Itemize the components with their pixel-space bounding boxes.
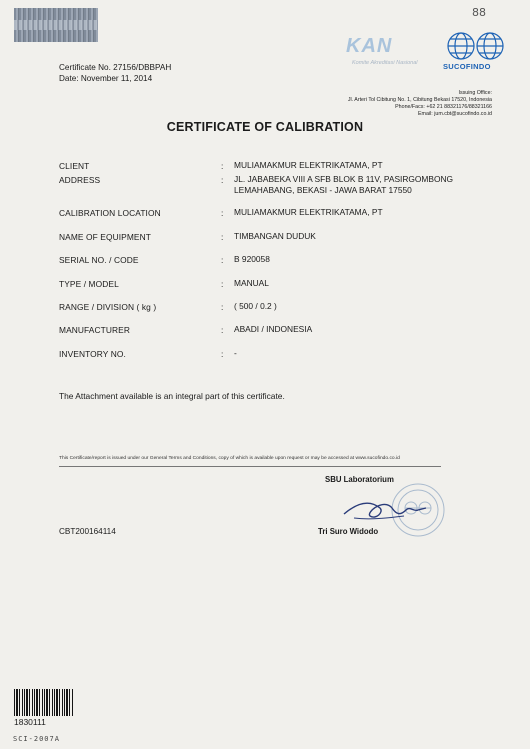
calibration-location-value: MULIAMAKMUR ELEKTRIKATAMA, PT bbox=[234, 207, 383, 217]
manufacturer-label: MANUFACTURER bbox=[59, 325, 130, 335]
issuing-office-address: Jl. Arteri Tol Cibitung No. 1, Cibitung Bekasi 17520, Indonesia bbox=[347, 97, 492, 103]
certificate-date: Date: November 11, 2014 bbox=[59, 74, 153, 83]
attachment-note: The Attachment available is an integral part of this certificate. bbox=[59, 391, 285, 401]
handwritten-signature bbox=[340, 490, 430, 526]
equipment-name-label: NAME OF EQUIPMENT bbox=[59, 232, 151, 242]
colon: : bbox=[221, 175, 224, 185]
address-value-line1: JL. JABABEKA VIII A SFB BLOK B 11V, PASIRGOMBONG bbox=[234, 174, 454, 184]
colon: : bbox=[221, 208, 224, 218]
type-model-label: TYPE / MODEL bbox=[59, 279, 119, 289]
signatory-name: Tri Suro Widodo bbox=[318, 527, 379, 536]
divider bbox=[59, 466, 441, 467]
manufacturer-value: ABADI / INDONESIA bbox=[234, 324, 313, 334]
address-label: ADDRESS bbox=[59, 175, 101, 185]
form-code: SCI-2007A bbox=[13, 735, 60, 743]
colon: : bbox=[221, 161, 224, 171]
equipment-name-value: TIMBANGAN DUDUK bbox=[234, 231, 316, 241]
range-division-value: ( 500 / 0.2 ) bbox=[234, 301, 277, 311]
type-model-value: MANUAL bbox=[234, 278, 269, 288]
range-division-label: RANGE / DIVISION ( kg ) bbox=[59, 302, 157, 312]
document-title: CERTIFICATE OF CALIBRATION bbox=[166, 120, 364, 134]
client-value: MULIAMAKMUR ELEKTRIKATAMA, PT bbox=[234, 160, 383, 170]
issuing-office-label: Issuing Office: bbox=[458, 90, 492, 96]
colon: : bbox=[221, 232, 224, 242]
reference-code: CBT200164114 bbox=[59, 527, 116, 536]
calibration-location-label: CALIBRATION LOCATION bbox=[59, 208, 161, 218]
colon: : bbox=[221, 255, 224, 265]
issuing-office-email: Email: jum.cbt@sucofindo.co.id bbox=[418, 111, 492, 117]
sucofindo-logo-text: SUCOFINDO bbox=[443, 62, 491, 71]
inventory-no-value: - bbox=[234, 348, 237, 358]
client-label: CLIENT bbox=[59, 161, 90, 171]
sucofindo-globe-icon bbox=[446, 31, 508, 61]
colon: : bbox=[221, 325, 224, 335]
inventory-no-label: INVENTORY NO. bbox=[59, 349, 126, 359]
barcode bbox=[14, 689, 74, 716]
address-value-line2: LEMAHABANG, BEKASI - JAWA BARAT 17550 bbox=[234, 185, 412, 195]
terms-note: This Certificate/report is issued under our General Terms and Conditions, copy of which is available upon request or may be accessed at www.sucofindo.co.id bbox=[59, 456, 400, 461]
kan-logo-subtitle: Komite Akreditasi Nasional bbox=[352, 60, 418, 66]
colon: : bbox=[221, 349, 224, 359]
serial-no-value: B 920058 bbox=[234, 254, 270, 264]
issuing-office-phone: Phone/Facs: +62 21 88321176/88321166 bbox=[395, 104, 492, 110]
signatory-unit: SBU Laboratorium bbox=[325, 475, 394, 484]
serial-no-label: SERIAL NO. / CODE bbox=[59, 255, 139, 265]
security-strip bbox=[14, 8, 98, 42]
handwritten-page-number: 88 bbox=[472, 6, 486, 19]
certificate-number: Certificate No. 27156/DBBPAH bbox=[59, 63, 172, 72]
barcode-number: 1830111 bbox=[14, 717, 46, 727]
kan-logo: KAN bbox=[346, 35, 393, 57]
colon: : bbox=[221, 302, 224, 312]
colon: : bbox=[221, 279, 224, 289]
